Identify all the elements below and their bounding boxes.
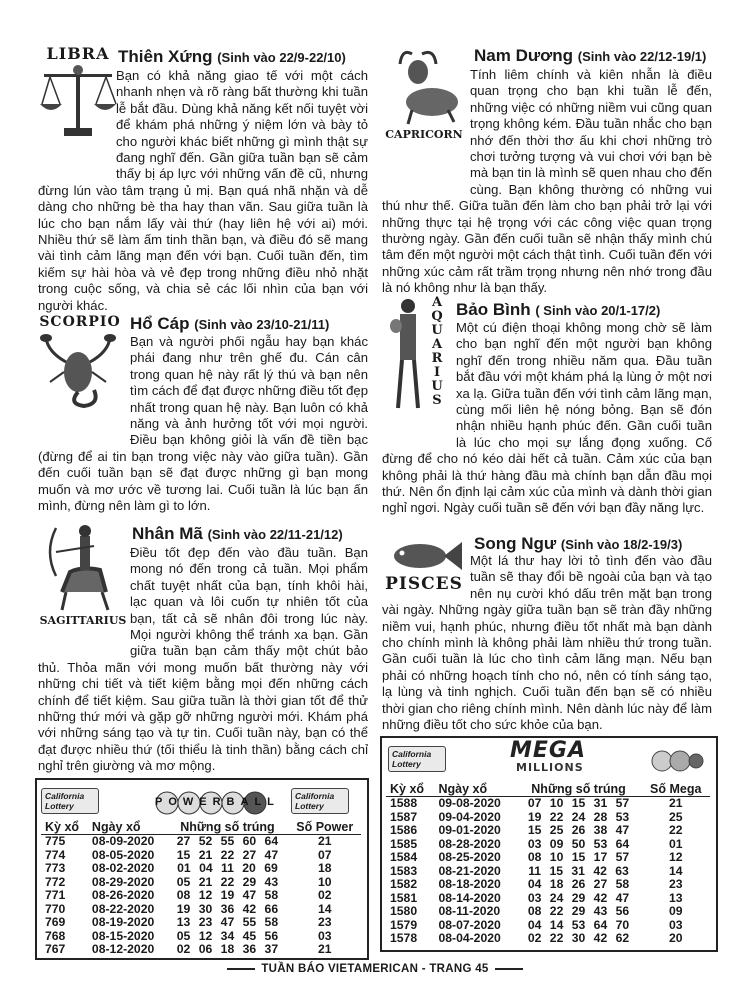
powerball-cell-special: 18 xyxy=(317,861,332,875)
aquarius-logo-label: AQUARIUS xyxy=(431,295,443,408)
mega-cell-draw: 1580 xyxy=(390,904,418,918)
libra-text-flow: Bạn có khả năng giao tế với một cách nhanh nhẹn và rõ ràng bất thường khi tuần lễ bắt đầu. Dùng khả năng kết nối tuyệt vời để khám phá những ý niệm lớn và bày tỏ cho người khác biết những gì mình thật sự đang nghĩ đến. Gần giữa tuần bạn sẽ cảm thấy bị áp lực với những vấn đề cũ, nhưng đừng lún vào tâm trạng ủ mị. Bạn quá nhã nhặn và dễ dàng cho những bè tha hay than vãn. Sau giữa tuần là lúc cho bạn nắm lấy vài thứ (hay liên hệ với ai) mới. Nhiều thứ sẽ làm ấm tinh thần bạn, và điều đó sẽ mang vài tình cảm lãng mạn đến với bạn. Cuối tuần đến, tìm kiếm sự hài hòa và vẻ đẹp trong những điều nhỏ nhặt trong cuộc sống, và chia sẻ các lối nhìn của bạn với người khác. xyxy=(38,68,368,313)
scorpio-body xyxy=(38,334,368,514)
powerball-cell-date: 08-29-2020 xyxy=(91,874,155,889)
mega-logo-bottom: MILLIONS xyxy=(516,761,584,774)
powerball-cell-numbers: 19 30 36 42 66 xyxy=(176,901,279,916)
powerball-cell-date: 08-19-2020 xyxy=(91,915,155,929)
mega-cell-numbers: 19 22 24 28 53 xyxy=(527,809,630,824)
mega-cell-date: 08-25-2020 xyxy=(438,850,501,864)
powerball-logo xyxy=(155,788,280,818)
powerball-row xyxy=(41,916,361,930)
mega-cell-numbers: 08 10 15 17 57 xyxy=(527,850,630,864)
mega-cell-numbers: 07 10 15 31 57 xyxy=(527,796,630,810)
pisces-text: Một lá thư hay lời tỏ tình đến vào đầu tuần sẽ thay đổi bề ngoài của bạn và tạo nên nụ cười khó dấu trên mặt bạn trong vài ngày. Những ngày giữa tuần bạn sẽ tràn đầy những niềm vui, hạnh phúc, nhưng điều tốt nhất mà bạn dành cho chính mình là không phải làm nhiều thứ trong tuần. Gần cuối tuần là lúc cho tình cảm lãng mạn. Nếu bạn phải có những hoạch tính cho nó, nên có tính sáng tạo, lạ lùng và tinh nghịch. Cuối tuần đến bạn sẽ có nhiều thời gian cho riêng chính mình. Nên dành lúc này để làm những điều tốt cho sức khỏe của bạn. xyxy=(382,553,712,733)
powerball-cell-draw: 774 xyxy=(45,847,66,862)
powerball-cell-special: 03 xyxy=(317,928,332,943)
powerball-row xyxy=(41,835,361,849)
powerball-badge-left: California Lottery xyxy=(41,788,99,814)
powerball-cell-draw: 771 xyxy=(45,888,66,902)
powerball-logo-text: POWERBALL xyxy=(155,796,280,808)
mega-cell-draw: 1579 xyxy=(390,917,418,932)
sagittarius-name: Nhân Mã xyxy=(132,524,203,543)
pisces-body xyxy=(382,553,712,733)
powerball-col-draw: Kỳ xổ xyxy=(41,820,88,835)
mega-row xyxy=(386,878,710,892)
powerball-cell-numbers: 05 21 22 29 43 xyxy=(176,874,279,889)
mega-cell-numbers: 04 18 26 27 58 xyxy=(527,877,630,891)
powerball-cell-special: 21 xyxy=(317,942,332,956)
powerball-cell-draw: 772 xyxy=(45,874,66,889)
mega-cell-numbers: 03 24 29 42 47 xyxy=(527,890,630,905)
mega-col-date: Ngày xổ xyxy=(434,782,515,797)
sagittarius-dates: (Sinh vào 22/11-21/12) xyxy=(207,527,343,542)
mega-row xyxy=(386,905,710,919)
powerball-cell-special: 10 xyxy=(317,874,332,889)
mega-cell-special: 03 xyxy=(668,917,683,932)
mega-cell-special: 21 xyxy=(668,796,683,810)
mega-header-row xyxy=(386,782,710,797)
powerball-box xyxy=(35,778,369,960)
pisces-name: Song Ngư xyxy=(474,534,557,553)
powerball-cell-special: 21 xyxy=(317,834,332,848)
mega-row xyxy=(386,797,710,811)
pisces-logo-label: PISCES xyxy=(385,574,463,594)
pisces-title xyxy=(474,534,682,554)
powerball-cell-numbers: 05 12 34 45 56 xyxy=(176,928,279,943)
mega-cell-numbers: 08 22 29 43 56 xyxy=(527,904,630,918)
powerball-cell-draw: 769 xyxy=(45,915,66,929)
mega-row xyxy=(386,838,710,852)
mega-cell-date: 09-04-2020 xyxy=(438,809,501,824)
mega-cell-draw: 1583 xyxy=(390,863,418,878)
capricorn-logo-label: CAPRICORN xyxy=(385,128,463,141)
sagittarius-title xyxy=(132,524,343,544)
mega-cell-date: 08-18-2020 xyxy=(438,877,501,891)
mega-cell-date: 08-21-2020 xyxy=(438,863,501,878)
aquarius-body xyxy=(382,320,712,517)
capricorn-name: Nam Dương xyxy=(474,46,574,65)
powerball-cell-date: 08-09-2020 xyxy=(91,834,155,848)
mega-cell-special: 01 xyxy=(668,836,683,851)
libra-name: Thiên Xứng xyxy=(118,47,213,66)
mega-cell-special: 13 xyxy=(668,890,683,905)
sagittarius-logo-label: SAGITTARIUS xyxy=(39,614,127,627)
powerball-row xyxy=(41,889,361,903)
powerball-row xyxy=(41,943,361,957)
sagittarius-text: Điều tốt đẹp đến vào đầu tuần. Bạn mong nó đến trong cả tuần. Mọi phẩm chất tuyệt nhất của bạn, tính khôi hài, lạc quan và lôi cuốn tự nhiên tốt của bạn, tất cả sẽ nhân đôi trong lúc này. Mọi người không thể tránh xa bạn. Gần giữa tuần bạn cảm thấy một chút bảo thủ. Thỏa mãn với mong muốn bất thường này với những chi tiết và tiết kiệm bằng mọi đến những cách chính để tiết kiệm. Sau giữa tuần là thời gian tốt để thử những thứ mới và gặp gỡ những người mới. Khám phá với những sáng tạo và tự tin. Cuối tuần này, bạn có thể đạt được nhiều thứ (tối thiểu là tinh thần) bằng cách chỉ nghỉ trên giường và mơ mộng. xyxy=(38,545,368,774)
powerball-row xyxy=(41,849,361,863)
mega-cell-draw: 1585 xyxy=(390,836,418,851)
libra-title xyxy=(118,47,346,67)
powerball-cell-draw: 768 xyxy=(45,928,66,943)
mega-cell-numbers: 04 14 53 64 70 xyxy=(527,917,630,932)
powerball-cell-numbers: 27 52 55 60 64 xyxy=(176,834,279,848)
powerball-cell-special: 14 xyxy=(317,901,332,916)
powerball-cell-date: 08-05-2020 xyxy=(91,847,155,862)
mega-cell-draw: 1581 xyxy=(390,890,418,905)
libra-dates: (Sinh vào 22/9-22/10) xyxy=(217,50,346,65)
mega-row xyxy=(386,811,710,825)
powerball-cell-draw: 775 xyxy=(45,834,66,848)
powerball-row xyxy=(41,903,361,917)
capricorn-body xyxy=(382,67,712,297)
powerball-cell-special: 02 xyxy=(317,888,332,902)
mega-col-mega: Số Mega xyxy=(642,782,710,797)
sagittarius-body xyxy=(38,545,368,775)
capricorn-text: Tính liêm chính và kiên nhẫn là điều quan trọng cho bạn khi tuần lễ đến, những việc có những niềm vui cũng quan trọng không kém. Đầu tuần nhắc cho bạn nhớ đến thời thơ ấu khi chơi những trò chơi tưởng tượng và vui chơi với bạn bè mà bạn tin là mình sẽ quen nhau cho đến cùng. Bạn không thường có những vui thú như thế. Giữa tuần đến làm cho bạn phải trở lại với những thực tại hệ trọng với các công việc quan trọng thường ngày. Gần đến cuối tuần sẽ nhận thấy mình chú tâm đến một người một cách thật tình. Cuối tuần đến với những xúc cảm rất trầm trọng nhưng nên nhớ trong đầu là nó không như là bạn thấy. xyxy=(382,67,712,296)
mega-cell-special: 12 xyxy=(668,850,683,864)
powerball-badge-right: California Lottery xyxy=(291,788,349,814)
libra-body xyxy=(38,68,368,314)
powerball-cell-numbers: 13 23 47 55 58 xyxy=(176,915,279,929)
mega-cell-draw: 1584 xyxy=(390,850,418,864)
mega-cell-special: 14 xyxy=(668,863,683,878)
mega-cell-date: 08-14-2020 xyxy=(438,890,501,905)
footer-text: TUẦN BÁO VIETAMERICAN - TRANG 45 xyxy=(261,963,489,975)
megamillions-box xyxy=(380,736,718,952)
libra-logo-label: LIBRA xyxy=(46,44,110,63)
aquarius-name: Bảo Bình xyxy=(456,300,531,319)
mega-row xyxy=(386,865,710,879)
powerball-cell-draw: 767 xyxy=(45,942,66,956)
scorpio-name: Hổ Cáp xyxy=(130,314,190,333)
mega-cell-numbers: 11 15 31 42 63 xyxy=(528,863,629,878)
mega-col-draw: Kỳ xổ xyxy=(386,782,434,797)
powerball-cell-date: 08-02-2020 xyxy=(91,861,155,875)
mega-badge: California Lottery xyxy=(388,746,446,772)
mega-row xyxy=(386,932,710,946)
powerball-cell-draw: 770 xyxy=(45,901,66,916)
powerball-row xyxy=(41,876,361,890)
mega-cell-special: 25 xyxy=(668,809,683,824)
powerball-row xyxy=(41,862,361,876)
scorpio-title xyxy=(130,314,329,334)
mega-row xyxy=(386,919,710,933)
mega-cell-draw: 1578 xyxy=(390,931,418,945)
powerball-row xyxy=(41,930,361,944)
powerball-cell-draw: 773 xyxy=(45,861,66,875)
mega-logo-top: MEGA xyxy=(510,738,587,763)
mega-cell-draw: 1586 xyxy=(390,823,418,837)
powerball-cell-special: 07 xyxy=(317,847,332,862)
powerball-cell-date: 08-22-2020 xyxy=(91,901,155,916)
powerball-cell-numbers: 01 04 11 20 69 xyxy=(177,861,278,875)
powerball-cell-numbers: 15 21 22 27 47 xyxy=(176,847,279,862)
mega-cell-numbers: 15 25 26 38 47 xyxy=(527,823,630,837)
mega-cell-date: 08-11-2020 xyxy=(438,904,501,918)
powerball-cell-special: 23 xyxy=(317,915,332,929)
scorpio-logo-label: SCORPIO xyxy=(39,314,121,330)
mega-cell-numbers: 03 09 50 53 64 xyxy=(527,836,630,851)
aquarius-text: Một cú điện thoại không mong chờ sẽ làm cho bạn nghĩ đến một người bạn không nghĩ đến trong nhiều năm qua. Đầu tuần bắt đầu với một khám phá lạ lùng ở một nơi xa lạ. Giữa tuần đến với tình cảm lãng mạn, cùng mối liên hệ nóng bỏng. Bạn sẽ đón nhận nhiều hạnh phúc đến. Gần cuối tuần là lúc cho mọi sự lắng đọng xuống. Cố đừng để cho nó kéo dài hết cả tuần. Cảm xúc của bạn không phải là thứ hàng đầu mà chính bạn dẫn đầu mọi thứ. Nên ổn định lại cảm xúc của mình và dành thời gian nghỉ ngơi. Ngày cuối tuần sẽ đến với bạn đầy năng lực. xyxy=(382,320,712,516)
powerball-cell-numbers: 08 12 19 47 58 xyxy=(176,888,279,902)
mega-cell-special: 09 xyxy=(668,904,683,918)
aquarius-title xyxy=(456,300,660,320)
mega-cell-draw: 1587 xyxy=(390,809,418,824)
mega-row xyxy=(386,824,710,838)
powerball-col-numbers: Những số trúng xyxy=(166,820,288,835)
mega-table xyxy=(386,782,710,946)
mega-cell-draw: 1588 xyxy=(390,796,418,810)
powerball-table xyxy=(41,820,361,957)
mega-cell-date: 08-04-2020 xyxy=(438,931,501,945)
mega-cell-draw: 1582 xyxy=(390,877,418,891)
scorpio-dates: (Sinh vào 23/10-21/11) xyxy=(194,317,330,332)
mega-balls-icon xyxy=(650,746,704,776)
mega-col-numbers: Những số trúng xyxy=(516,782,642,797)
mega-row xyxy=(386,892,710,906)
powerball-header-row xyxy=(41,820,361,835)
mega-cell-special: 22 xyxy=(668,823,683,837)
powerball-cell-date: 08-26-2020 xyxy=(91,888,155,902)
page-footer xyxy=(0,963,750,975)
mega-cell-numbers: 02 22 30 42 62 xyxy=(527,931,630,945)
powerball-cell-numbers: 02 06 18 36 37 xyxy=(176,942,279,956)
powerball-col-power: Số Power xyxy=(288,820,361,835)
mega-logo xyxy=(510,740,630,780)
mega-cell-date: 09-08-2020 xyxy=(438,796,501,810)
scorpio-text: Bạn và người phối ngẫu hay bạn khác phái đang như trên ghế đu. Cán cân trong quan hệ này rất lý thú và bạn nên tìm cách để đạt được những điều tốt đẹp nhất trong quan hệ này. Bạn luôn có khả năng và ảnh hưởng tốt với mọi người. Điều bạn không giỏi là vấn đề tiền bạc (đừng để ai tin bạn trong việc này vào giữa tuần). Gần đến cuối tuần bạn sẽ đạt được những gì bạn mong muốn và mơ ước về tương lai. Cuối tuần là lúc bạn ấn mình, đừng nên làm gì to lớn. xyxy=(38,334,368,514)
mega-cell-date: 09-01-2020 xyxy=(438,823,501,837)
mega-row xyxy=(386,851,710,865)
capricorn-title xyxy=(474,46,706,66)
capricorn-dates: (Sinh vào 22/12-19/1) xyxy=(577,49,707,64)
mega-cell-date: 08-28-2020 xyxy=(438,836,501,851)
mega-cell-special: 20 xyxy=(668,931,683,945)
powerball-col-date: Ngày xổ xyxy=(88,820,167,835)
mega-cell-date: 08-07-2020 xyxy=(438,917,501,932)
mega-cell-special: 23 xyxy=(668,877,683,891)
aquarius-dates: ( Sinh vào 20/1-17/2) xyxy=(535,303,661,318)
powerball-cell-date: 08-15-2020 xyxy=(91,928,155,943)
powerball-cell-date: 08-12-2020 xyxy=(91,942,155,956)
pisces-dates: (Sinh vào 18/2-19/3) xyxy=(560,537,683,552)
